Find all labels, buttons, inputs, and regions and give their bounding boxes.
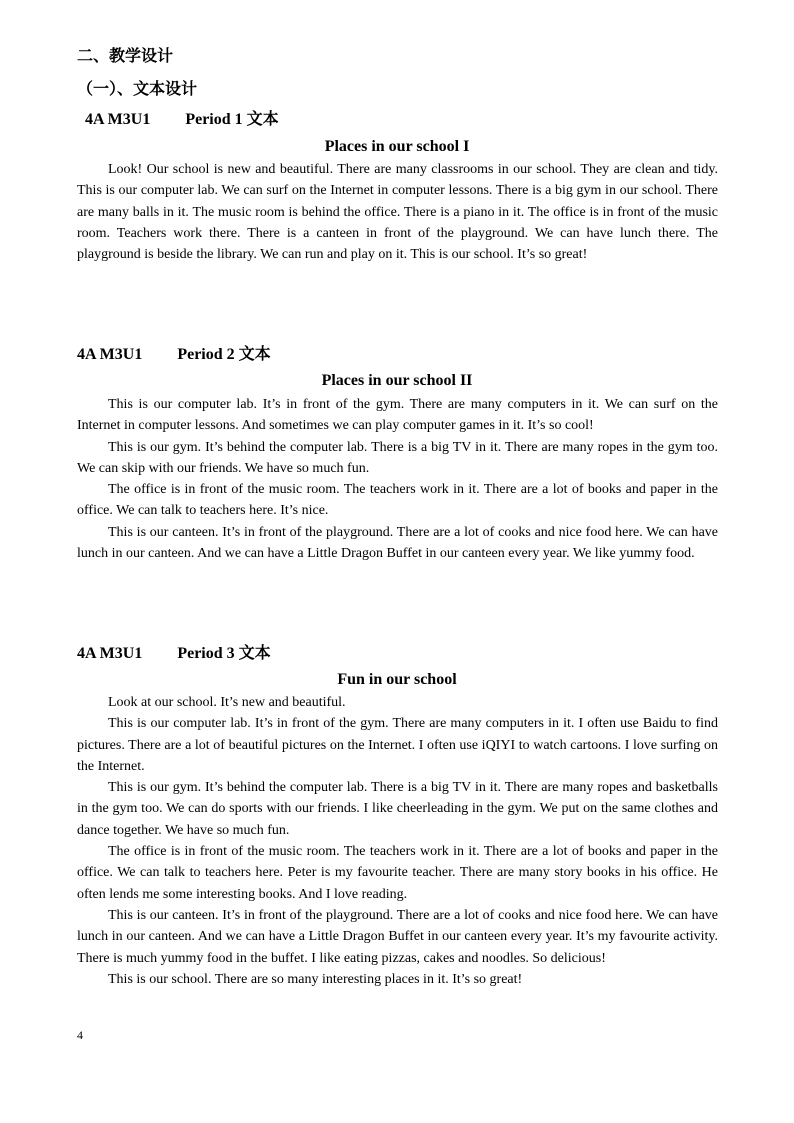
period-3-paragraph: This is our canteen. It’s in front of the playground. There are a lot of cooks and nice food here. We can have lunch in our canteen. And we can have a Little Dragon Buffet in our canteen every year. It’s my favourite activity. There is much yummy food in the buffet. I like eating pizzas, cakes and noodles. So delicious! xyxy=(77,907,718,966)
period-2-text xyxy=(77,394,718,564)
period-3-paragraph: This is our gym. It’s behind the computer lab. There is a big TV in it. There are many ropes and basketballs in the gym too. We can do sports with our friends. I like cheerleading in the gym. We put on the same clothes and dance together. We have so much fun. xyxy=(77,780,718,838)
period-1-paragraph: Look! Our school is new and beautiful. There are many classrooms in our school. They are clean and tidy. This is our computer lab. We can surf on the Internet in computer lessons. There is a big gym in our school. There are many balls in it. The music room is behind the office. There is a piano in it. The office is in front of the music room. Teachers work there. There is a canteen in front of the playground. We can have lunch there. The playground is beside the library. We can run and play on it. This is our school. It’s so great! xyxy=(77,162,718,263)
period-3-paragraph: The office is in front of the music room. The teachers work in it. There are a lot of books and paper in the office. We can talk to teachers here. Peter is my favourite teacher. There are many story books in his office. He often lends me some interesting books. And I love reading. xyxy=(77,844,718,902)
period-3-title: Fun in our school xyxy=(337,671,457,688)
period-1-label: Period 1 文本 xyxy=(185,111,279,128)
period-1-text xyxy=(77,159,718,265)
period-1-title: Places in our school I xyxy=(324,138,470,155)
period-3-unit: 4A M3U1 xyxy=(77,645,143,662)
period-3-paragraph: Look at our school. It’s new and beautiful. xyxy=(108,695,346,710)
period-3-text xyxy=(77,692,718,990)
period-1-unit: 4A M3U1 xyxy=(85,111,151,128)
period-2-unit: 4A M3U1 xyxy=(77,346,143,363)
period-2-heading xyxy=(77,345,271,365)
page-number: 4 xyxy=(77,1028,83,1042)
period-2-paragraph: This is our canteen. It’s in front of the playground. There are a lot of cooks and nice food here. We can have lunch in our canteen. And we can have a Little Dragon Buffet in our canteen every year. We like yummy food. xyxy=(77,524,718,562)
period-2-paragraph: This is our gym. It’s behind the computer lab. There is a big TV in it. There are many ropes in the gym too. We can skip with our friends. We have so much fun. xyxy=(77,439,718,476)
period-3-paragraph: This is our computer lab. It’s in front of the gym. There are many computers in it. I often use Baidu to find pictures. There are a lot of beautiful pictures on the Internet. I often use iQIYI to watch cartoons. I love surfing on the Internet. xyxy=(77,716,718,774)
period-3-paragraph: This is our school. There are so many interesting places in it. It’s so great! xyxy=(108,971,523,987)
period-3-heading xyxy=(77,644,271,664)
period-2-paragraph: This is our computer lab. It’s in front of the gym. There are many computers in it. We can surf on the Internet in computer lessons. And sometimes we can play computer games in it. It’s so cool! xyxy=(77,397,718,434)
section-heading: 二、教学设计 xyxy=(77,48,174,65)
period-3-label: Period 3 文本 xyxy=(177,645,271,662)
period-2-title: Places in our school II xyxy=(321,372,473,389)
period-1-heading xyxy=(85,110,279,130)
period-2-paragraph: The office is in front of the music room. The teachers work in it. There are a lot of books and paper in the office. We can talk to teachers here. It’s nice. xyxy=(77,482,718,519)
period-2-label: Period 2 文本 xyxy=(177,346,271,363)
subsection-heading: （一）、文本设计 xyxy=(77,81,198,98)
